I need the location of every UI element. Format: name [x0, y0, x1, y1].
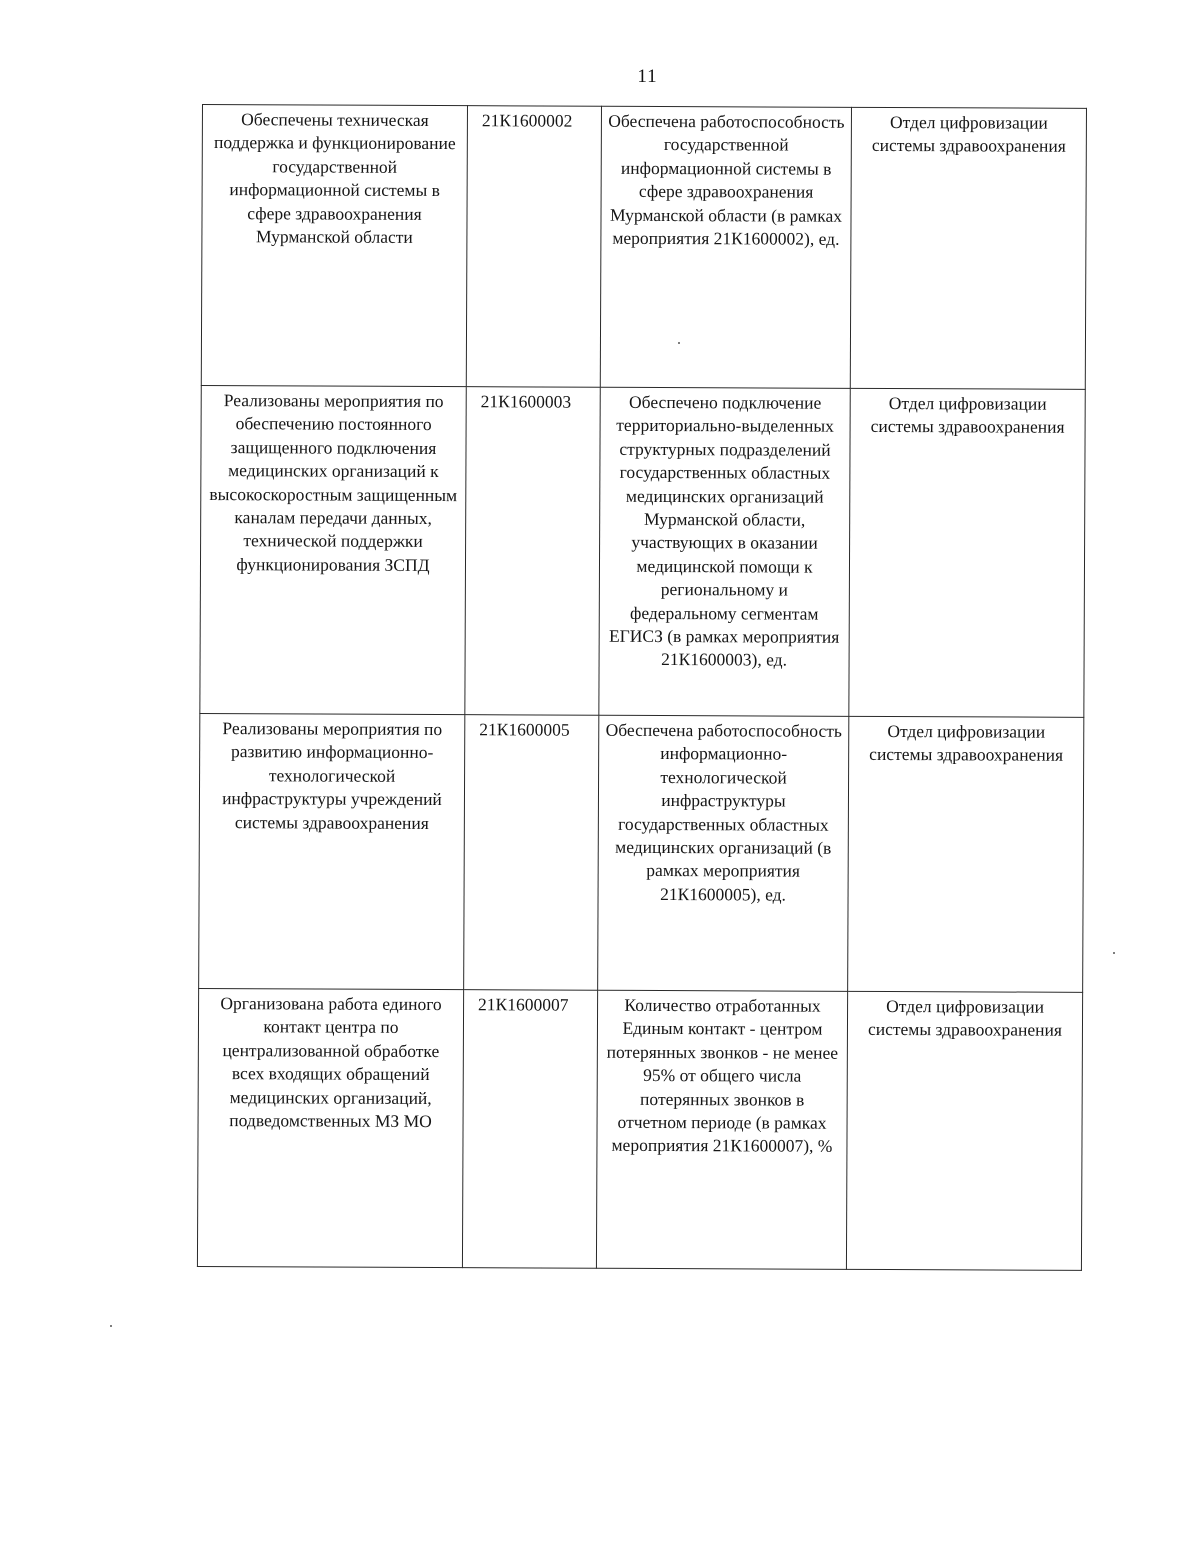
- task-cell: Реализованы мероприятия по обеспечению постоянного защищенного подключения медицинских организаций к высокоскоростным защищенным каналам передачи данных, технической поддержки функционирования ЗСПД: [200, 385, 466, 714]
- table-row: [200, 385, 1085, 717]
- responsible-cell: Отдел цифровизации системы здравоохранения: [846, 991, 1082, 1270]
- indicator-cell: Обеспечена работоспособность государственной информационной системы в сфере здравоохранения Мурманской области (в рамках мероприятия 21К1600002), ед.: [600, 106, 851, 388]
- code-cell: 21К1600003: [465, 387, 600, 716]
- indicator-cell: Обеспечено подключение территориально-выделенных структурных подразделений государственных областных медицинских организаций Мурманской области, участвующих в оказании медицинской помощи к региональному и федеральному сегментам ЕГИСЗ (в рамках мероприятия 21К1600003), ед.: [599, 387, 850, 716]
- indicator-cell: Обеспечена работоспособность информационно-технологической инфраструктуры государственных областных медицинских организаций (в рамках мероприятия 21К1600005), ед.: [598, 715, 849, 991]
- scan-speck: [678, 342, 680, 344]
- table-row: [201, 105, 1086, 390]
- page-number: 11: [637, 66, 658, 87]
- table-row: [199, 713, 1084, 992]
- task-cell: Организована работа единого контакт центра по централизованной обработке всех входящих обращений медицинских организаций, подведомственных МЗ МО: [197, 988, 463, 1267]
- task-cell: Обеспечены техническая поддержка и функционирование государственной информационной системы в сфере здравоохранения Мурманской области: [201, 105, 467, 387]
- table-row: [197, 988, 1082, 1270]
- scan-speck: [110, 1325, 112, 1327]
- responsible-cell: Отдел цифровизации системы здравоохранения: [849, 388, 1085, 717]
- indicator-cell: Количество отработанных Единым контакт - центром потерянных звонков - не менее 95% от общего числа потерянных звонков в отчетном периоде (в рамках мероприятия 21К1600007), %: [596, 990, 847, 1269]
- responsible-cell: Отдел цифровизации системы здравоохранения: [850, 107, 1086, 389]
- code-cell: 21К1600002: [466, 106, 601, 388]
- responsible-cell: Отдел цифровизации системы здравоохранения: [848, 716, 1084, 992]
- scan-speck: [1113, 952, 1115, 954]
- code-cell: 21К1600007: [462, 990, 597, 1269]
- measures-table: [197, 104, 1087, 1271]
- task-cell: Реализованы мероприятия по развитию информационно-технологической инфраструктуры учреждений системы здравоохранения: [199, 713, 465, 989]
- code-cell: 21К1600005: [464, 715, 599, 991]
